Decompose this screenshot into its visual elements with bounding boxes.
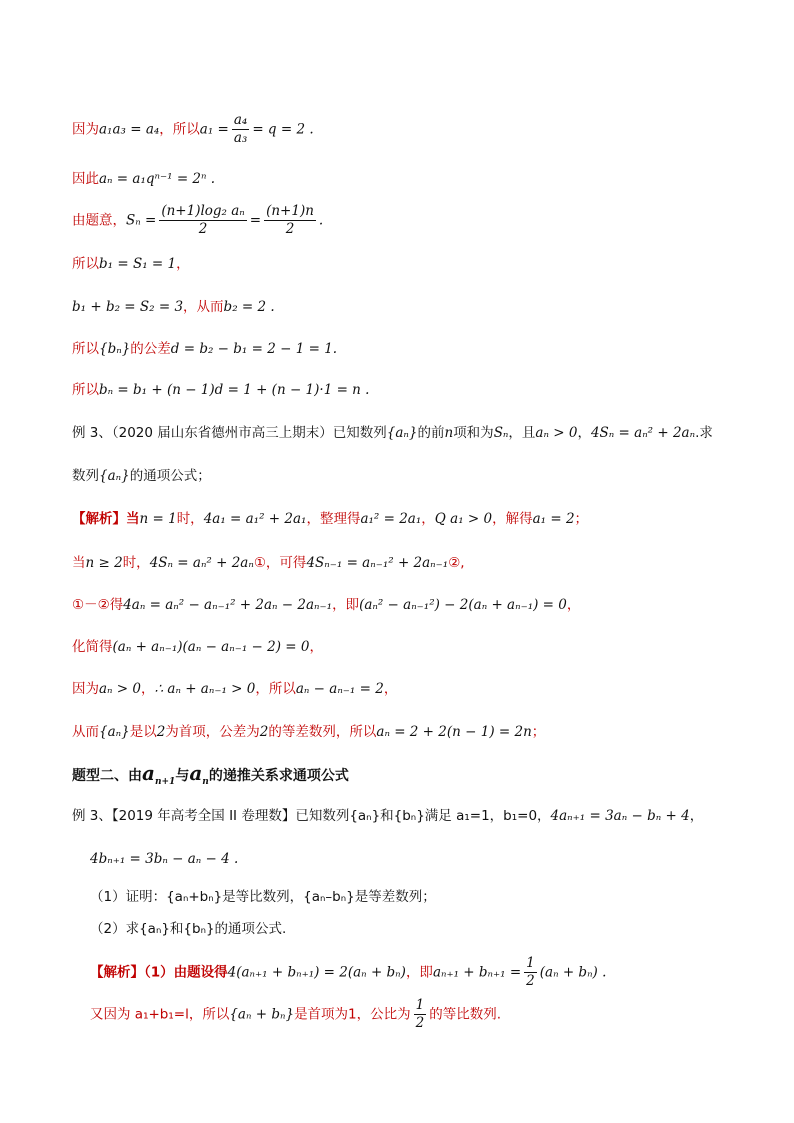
math: {aₙ} bbox=[99, 724, 130, 740]
text: 与 bbox=[175, 768, 190, 784]
text: （2）求{aₙ}和{bₙ}的通项公式. bbox=[90, 921, 287, 937]
solution-line-1 bbox=[72, 509, 588, 529]
text: ①－②得 bbox=[72, 597, 124, 613]
math: = bbox=[249, 212, 262, 229]
math: a bbox=[189, 761, 203, 785]
math: 4aₙ = aₙ² − aₙ₋₁² + 2aₙ − 2aₙ₋₁ bbox=[123, 597, 333, 613]
text: 【解析】（1）由题设得 bbox=[90, 964, 228, 981]
text: ①，可得 bbox=[253, 555, 307, 571]
math: d = b₂ − b₁ = 2 − 1 = 1. bbox=[170, 341, 338, 357]
text: 因为 bbox=[72, 121, 99, 138]
math: aₙ₊₁ + bₙ₊₁ = bbox=[432, 964, 522, 981]
math: 2 bbox=[259, 724, 269, 740]
denominator: 2 bbox=[285, 221, 295, 237]
math: 4Sₙ = aₙ² + 2aₙ bbox=[149, 555, 254, 571]
line-5 bbox=[72, 297, 275, 317]
denominator: 2 bbox=[415, 1015, 425, 1031]
text: ， bbox=[383, 681, 398, 697]
text: 的通项公式； bbox=[129, 468, 211, 484]
math: 2 bbox=[156, 724, 166, 740]
example-3-line-2 bbox=[72, 466, 211, 486]
numerator: a₄ bbox=[233, 112, 248, 128]
math: aₙ > 0 bbox=[99, 681, 142, 697]
text: ，所以 bbox=[159, 121, 200, 138]
math: a₁ = bbox=[199, 121, 229, 138]
text: 是以 bbox=[129, 724, 157, 740]
text: 的等比数列. bbox=[429, 1006, 502, 1023]
solution-line-3 bbox=[72, 595, 580, 615]
numerator: (n+1)log₂ aₙ bbox=[161, 203, 245, 219]
text: ， bbox=[689, 808, 704, 824]
example-4-line-2 bbox=[90, 849, 238, 869]
line-2 bbox=[72, 169, 215, 189]
math: b₂ = 2 . bbox=[223, 299, 275, 315]
line-3 bbox=[72, 203, 323, 238]
math: n bbox=[444, 425, 454, 441]
denominator: 2 bbox=[526, 973, 535, 989]
math: (aₙ + bₙ) . bbox=[539, 964, 607, 981]
proof-line-1 bbox=[90, 955, 606, 990]
math: {aₙ} bbox=[386, 425, 418, 441]
math-subscript: n bbox=[202, 776, 209, 787]
math: a₁a₃ = a₄ bbox=[99, 121, 160, 138]
denominator: a₃ bbox=[233, 130, 248, 146]
text: ，从而 bbox=[183, 299, 224, 315]
text: 的等差数列，所以 bbox=[268, 724, 377, 740]
text: ，即 bbox=[405, 964, 433, 981]
math: Q a₁ > 0 bbox=[434, 511, 493, 527]
math: (aₙ + aₙ₋₁)(aₙ − aₙ₋₁ − 2) = 0 bbox=[112, 639, 310, 655]
text: ， bbox=[309, 639, 323, 655]
math: . bbox=[318, 212, 324, 229]
text: 由题意， bbox=[72, 212, 126, 229]
text: 时， bbox=[122, 555, 150, 571]
text: ， bbox=[566, 597, 581, 613]
text: 因为 bbox=[72, 681, 99, 697]
text: 时， bbox=[176, 511, 204, 527]
math: 4(aₙ₊₁ + bₙ₊₁) = 2(aₙ + bₙ) bbox=[227, 964, 406, 981]
text: 例 3、【2019 年高考全国 II 卷理数】已知数列{aₙ}和{bₙ}满足 a₁=1，b₁=0， bbox=[72, 808, 551, 824]
text: 的递推关系求通项公式 bbox=[208, 768, 349, 784]
text: 【解析】当 bbox=[72, 511, 140, 527]
fraction bbox=[232, 112, 249, 147]
text: 所以 bbox=[72, 382, 99, 398]
text: ，解得 bbox=[492, 511, 533, 527]
numerator: (n+1)n bbox=[266, 203, 314, 219]
text: 所以 bbox=[72, 341, 99, 357]
text: ，整理得 bbox=[306, 511, 361, 527]
text: ， bbox=[141, 681, 155, 697]
text: ， bbox=[421, 511, 435, 527]
text: 的前 bbox=[417, 425, 445, 441]
text: 从而 bbox=[72, 724, 99, 740]
fraction bbox=[524, 955, 537, 990]
text: ； bbox=[531, 724, 546, 740]
text: 例 3、（2020 届山东省德州市高三上期末）已知数列 bbox=[72, 425, 387, 441]
text: ②, bbox=[448, 555, 465, 571]
math: n ≥ 2 bbox=[85, 555, 123, 571]
math: 4bₙ₊₁ = 3bₙ − aₙ − 4 . bbox=[90, 851, 239, 867]
text: ， bbox=[176, 256, 190, 272]
text: 又因为 a₁+b₁=l，所以 bbox=[90, 1006, 230, 1023]
example-4-line-1 bbox=[72, 806, 703, 826]
math: {aₙ} bbox=[99, 468, 130, 484]
text: ； bbox=[574, 511, 589, 527]
text: 化简得 bbox=[72, 639, 113, 655]
text: （1）证明：{aₙ+bₙ}是等比数列，{aₙ–bₙ}是等差数列； bbox=[90, 889, 436, 905]
text: 所以 bbox=[72, 256, 99, 272]
math: aₙ > 0 bbox=[535, 425, 578, 441]
text: ，且 bbox=[508, 425, 536, 441]
section-heading bbox=[72, 763, 349, 786]
solution-line-5 bbox=[72, 679, 397, 699]
text: .求 bbox=[695, 425, 713, 441]
text: 的公差 bbox=[130, 341, 171, 357]
math: (aₙ² − aₙ₋₁²) − 2(aₙ + aₙ₋₁) = 0 bbox=[359, 597, 567, 613]
solution-line-4 bbox=[72, 637, 323, 657]
math: a₁ = 2 bbox=[532, 511, 575, 527]
text: 因此 bbox=[72, 171, 99, 187]
text: ，所以 bbox=[255, 681, 296, 697]
math: {bₙ} bbox=[99, 341, 131, 357]
math: 4a₁ = a₁² + 2a₁ bbox=[203, 511, 307, 527]
math: aₙ − aₙ₋₁ = 2 bbox=[295, 681, 384, 697]
math: 4Sₙ₋₁ = aₙ₋₁² + 2aₙ₋₁ bbox=[306, 555, 449, 571]
text: 数列 bbox=[72, 468, 99, 484]
math: n = 1 bbox=[139, 511, 177, 527]
line-6 bbox=[72, 339, 337, 359]
math: a bbox=[142, 761, 155, 785]
example-3-line-1 bbox=[72, 423, 713, 443]
math: b₁ = S₁ = 1 bbox=[99, 256, 177, 272]
fraction bbox=[159, 203, 246, 238]
math: a₁² = 2a₁ bbox=[360, 511, 422, 527]
math: Sₙ = bbox=[126, 212, 157, 229]
math: bₙ = b₁ + (n − 1)d = 1 + (n − 1)·1 = n . bbox=[99, 382, 370, 398]
math: aₙ = a₁qⁿ⁻¹ = 2ⁿ . bbox=[99, 171, 216, 187]
math: Sₙ bbox=[493, 425, 509, 441]
numerator: 1 bbox=[415, 997, 425, 1013]
math: = q = 2 . bbox=[252, 121, 314, 138]
math: ∴ aₙ + aₙ₋₁ > 0 bbox=[154, 681, 256, 697]
solution-line-6 bbox=[72, 722, 545, 742]
math: b₁ + b₂ = S₂ = 3 bbox=[72, 299, 184, 315]
text: 是首项为1，公比为 bbox=[294, 1006, 411, 1023]
text: 为首项，公差为 bbox=[165, 724, 260, 740]
question-1 bbox=[90, 887, 436, 907]
text: 题型二、由 bbox=[72, 768, 142, 784]
proof-line-2 bbox=[90, 997, 501, 1032]
text: ，即 bbox=[332, 597, 360, 613]
fraction bbox=[264, 203, 316, 238]
math: 4Sₙ = aₙ² + 2aₙ bbox=[590, 425, 696, 441]
denominator: 2 bbox=[198, 221, 208, 237]
text: ， bbox=[577, 425, 591, 441]
math: 4aₙ₊₁ = 3aₙ − bₙ + 4 bbox=[550, 808, 690, 824]
math-subscript: n+1 bbox=[154, 776, 176, 787]
line-1 bbox=[72, 112, 314, 147]
question-2 bbox=[90, 919, 286, 939]
numerator: 1 bbox=[526, 955, 535, 971]
line-7 bbox=[72, 380, 369, 400]
line-4 bbox=[72, 254, 190, 274]
fraction bbox=[414, 997, 427, 1032]
solution-line-2 bbox=[72, 553, 465, 573]
text: 当 bbox=[72, 555, 86, 571]
math: {aₙ + bₙ} bbox=[229, 1006, 295, 1023]
math: aₙ = 2 + 2(n − 1) = 2n bbox=[376, 724, 532, 740]
text: 项和为 bbox=[453, 425, 494, 441]
